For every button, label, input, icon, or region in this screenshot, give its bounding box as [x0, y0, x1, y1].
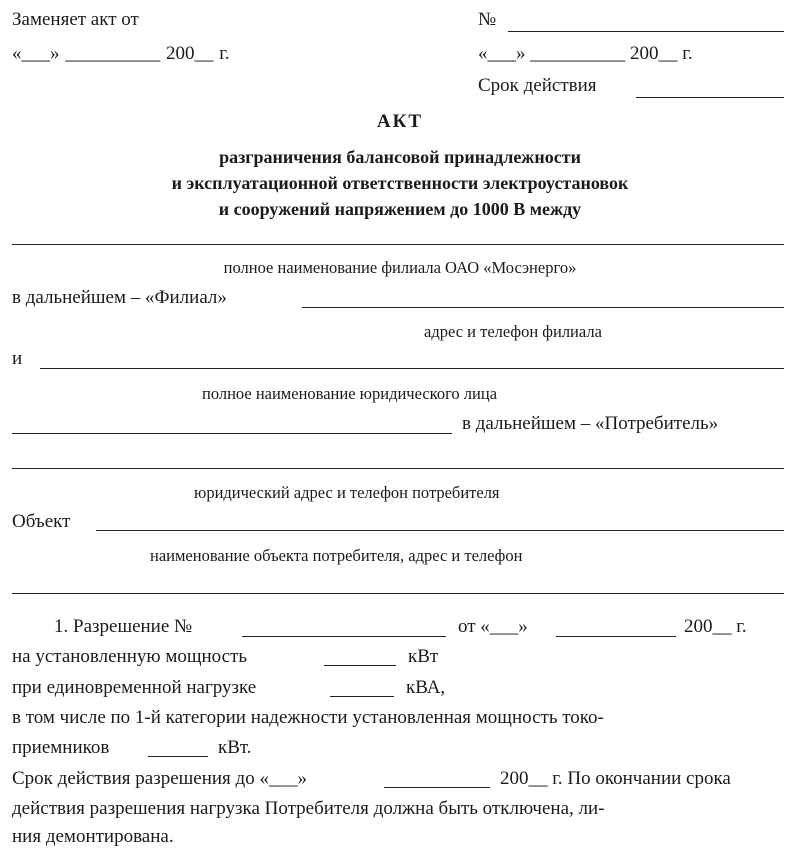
- object-line: [96, 530, 784, 531]
- title-line-3: и сооружений напряжением до 1000 В между: [218, 199, 582, 219]
- branch-name-line: [12, 244, 784, 245]
- final-line-2: ния демонтирована.: [12, 826, 174, 847]
- receivers-line: [148, 756, 208, 757]
- consumer-address-line: [12, 468, 784, 469]
- consumer-label: в дальнейшем – «Потребитель»: [462, 413, 719, 434]
- installed-power-label: на установленную мощность: [12, 646, 248, 667]
- validity-label: Срок действия: [478, 75, 597, 96]
- load-line: [330, 696, 394, 697]
- validity-line: [636, 97, 784, 98]
- object-extra-line: [12, 593, 784, 594]
- and-label: и: [12, 348, 23, 369]
- kw-unit-2: кВт.: [218, 737, 252, 758]
- object-label: Объект: [12, 511, 71, 532]
- final-line-1: действия разрешения нагрузка Потребителя должна быть отключена, ли-: [12, 798, 605, 819]
- kva-unit: кВА,: [406, 677, 446, 698]
- act-number-line: [508, 31, 784, 32]
- replaces-act-label: Заменяет акт от: [12, 9, 139, 30]
- permission-from-label: от «___»: [458, 616, 528, 637]
- category-text: в том числе по 1-й категории надежности установленная мощность токо-: [12, 707, 604, 728]
- permission-year: 200__ г.: [684, 616, 747, 637]
- legal-entity-caption: полное наименование юридического лица: [202, 384, 498, 403]
- permission-number-line: [242, 636, 446, 637]
- branch-address-line: [302, 307, 784, 308]
- validity-year-text: 200__ г. По окончании срока: [500, 768, 731, 789]
- receivers-label: приемников: [12, 737, 110, 758]
- permission-date-line: [556, 636, 676, 637]
- consumer-address-caption: юридический адрес и телефон потребителя: [194, 483, 500, 502]
- installed-power-line: [324, 665, 396, 666]
- branch-name-caption: полное наименование филиала ОАО «Мосэнерго»: [223, 258, 577, 277]
- act-title: АКТ: [376, 111, 424, 132]
- title-line-2: и эксплуатационной ответственности электроустановок: [171, 173, 629, 193]
- act-date: «___» __________ 200__ г.: [478, 43, 693, 64]
- validity-text: Срок действия разрешения до «___»: [12, 768, 307, 789]
- load-label: при единовременной нагрузке: [12, 677, 257, 698]
- kw-unit: кВт: [408, 646, 439, 667]
- title-line-1: разграничения балансовой принадлежности: [219, 147, 581, 167]
- permission-label: 1. Разрешение №: [54, 616, 193, 637]
- act-number-label: №: [478, 9, 497, 30]
- replaces-act-date: «___» __________ 200__ г.: [12, 43, 230, 64]
- legal-entity-line: [40, 368, 784, 369]
- branch-label: в дальнейшем – «Филиал»: [12, 287, 227, 308]
- consumer-name-line: [12, 433, 452, 434]
- branch-address-caption: адрес и телефон филиала: [424, 322, 602, 341]
- object-caption: наименование объекта потребителя, адрес и телефон: [150, 546, 523, 565]
- validity-date-line: [384, 787, 490, 788]
